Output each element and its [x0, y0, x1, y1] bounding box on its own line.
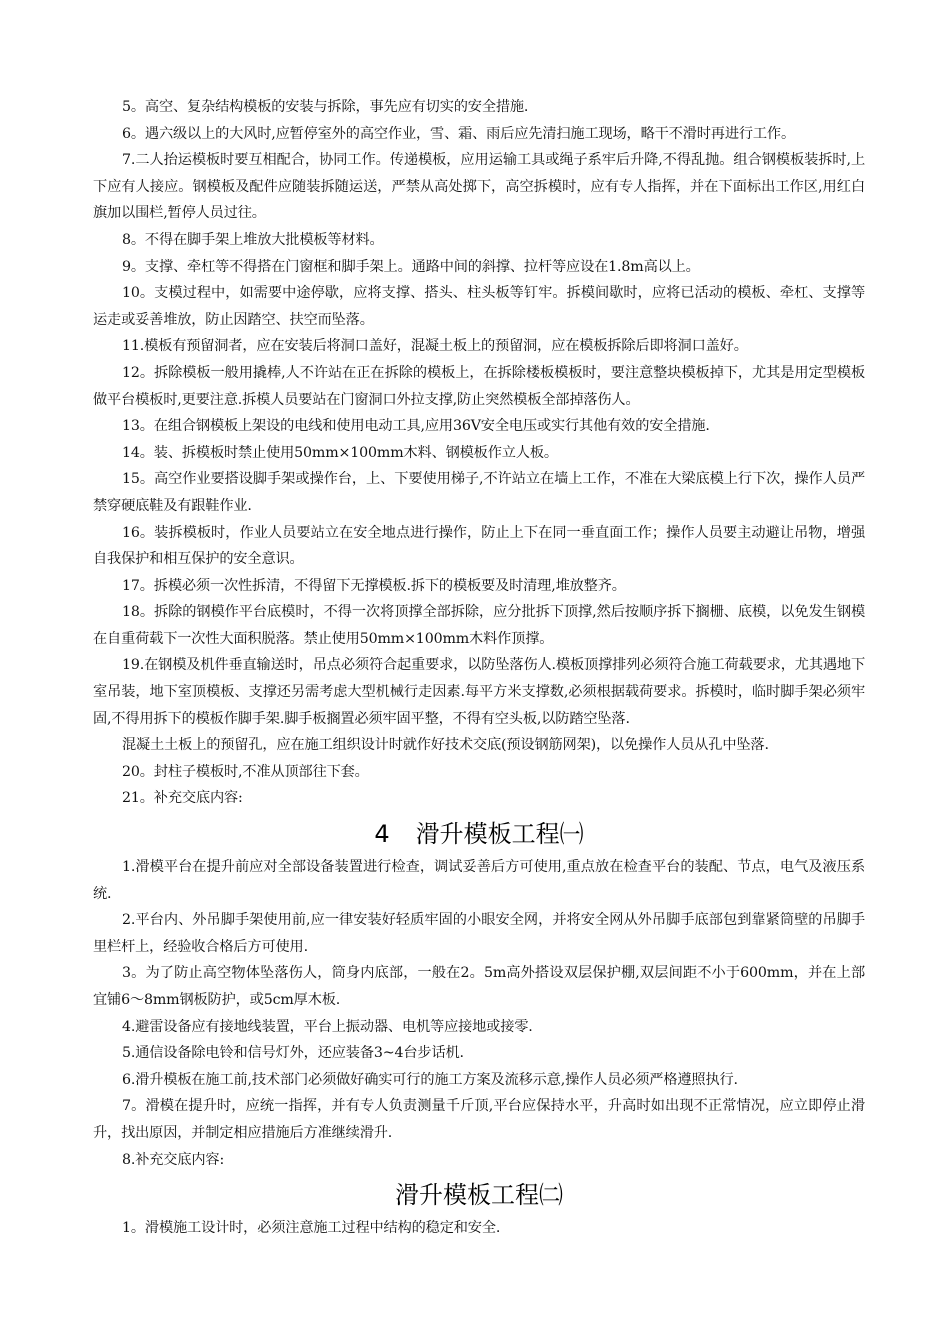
slipform-rules-list-2 [93, 1215, 865, 1242]
list-item: 16。装拆模板时，作业人员要站立在安全地点进行操作，防止上下在同一垂直面工作；操作人员要主动避让吊物，增强自我保护和相互保护的安全意识。 [93, 524, 865, 568]
list-item: 8。不得在脚手架上堆放大批模板等材料。 [122, 231, 384, 248]
list-item: 7。滑模在提升时，应统一指挥，并有专人负责测量千斤顶,平台应保持水平，升高时如出现不正常情况，应立即停止滑升，找出原因，并制定相应措施后方准继续滑升. [93, 1098, 865, 1141]
slipform-rules-list-1 [93, 854, 865, 1173]
list-item: 17。拆模必须一次性拆清，不得留下无撑模板.拆下的模板要及时清理,堆放整齐。 [122, 577, 626, 594]
list-item: 12。拆除模板一般用撬棒,人不许站在正在拆除的模板上，在拆除楼板模板时，要注意整块模板掉下，尤其是用定型模板做平台模板时,更要注意.拆模人员要站在门窗洞口外拉支撑,防止突然模板全部掉落伤人。 [93, 364, 865, 408]
list-item: 13。在组合钢模板上架设的电线和使用电动工具,应用36V安全电压或实行其他有效的安全措施. [122, 418, 710, 435]
list-item: 5.通信设备除电铃和信号灯外，还应装备3~4台步话机. [122, 1045, 464, 1062]
section-title: 滑升模板工程㈡ [395, 1181, 563, 1210]
section-heading-slipform-2 [93, 1173, 865, 1215]
list-item: 4.避雷设备应有接地线装置，平台上振动器、电机等应接地或接零. [122, 1018, 533, 1035]
list-item: 1.滑模平台在提升前应对全部设备装置进行检查，调试妥善后方可使用,重点放在检查平台的装配、节点，电气及液压系统. [93, 859, 865, 902]
list-item: 1。滑模施工设计时，必须注意施工过程中结构的稳定和安全. [122, 1220, 501, 1237]
list-item: 18。拆除的钢模作平台底模时，不得一次将顶撑全部拆除，应分批拆下顶撑,然后按顺序拆下搁栅、底模，以免发生钢模在自重荷载下一次性大面积脱落。禁止使用50mm×100mm木料作顶撑。 [93, 604, 865, 647]
list-item: 7.二人抬运模板时要互相配合，协同工作。传递模板，应用运输工具或绳子系牢后升降,不得乱抛。组合钢模板装拆时,上下应有人接应。钢模板及配件应随装拆随运送，严禁从高处掷下，高空拆模时，应有专人指挥，并在下面标出工作区,用红白旗加以围栏,暂停人员过往。 [93, 152, 865, 222]
list-item: 11.模板有预留洞者，应在安装后将洞口盖好，混凝土板上的预留洞，应在模板拆除后即将洞口盖好。 [122, 338, 748, 355]
list-item: 21。补充交底内容: [122, 790, 243, 807]
list-item: 5。高空、复杂结构模板的安装与拆除，事先应有切实的安全措施. [122, 99, 529, 115]
list-item: 混凝土土板上的预留孔，应在施工组织设计时就作好技术交底(预设钢筋网架)，以免操作人员从孔中坠落. [122, 737, 769, 754]
list-item: 8.补充交底内容: [122, 1151, 225, 1168]
list-item: 2.平台内、外吊脚手架使用前,应一律安装好轻质牢固的小眼安全网，并将安全网从外吊脚手底部包到靠紧筒壁的吊脚手里栏杆上，经验收合格后方可使用. [93, 912, 865, 955]
list-item: 20。封柱子模板时,不准从顶部往下套。 [122, 763, 369, 780]
section-title: 滑升模板工程㈠ [415, 820, 584, 849]
section-number: 4 [374, 820, 390, 849]
section-heading-slipform-1 [93, 812, 865, 854]
list-item: 6。遇六级以上的大风时,应暂停室外的高空作业，雪、霜、雨后应先清扫施工现场，略干不滑时再进行工作。 [122, 125, 796, 142]
list-item: 19.在钢模及机件垂直输送时，吊点必须符合起重要求，以防坠落伤人.模板顶撑排列必须符合施工荷载要求，尤其遇地下室吊装，地下室顶模板、支撑还另需考虑大型机械行走因素.每平方米支撑数,必须根据载荷要求。拆模时，临时脚手架必须牢固,不得用拆下的模板作脚手架.脚手板搁置必须牢固平整，不得有空头板,以防踏空坠落. [93, 657, 865, 727]
list-item: 3。为了防止高空物体坠落伤人，筒身内底部，一般在2。5m高外搭设双层保护棚,双层间距不小于600mm，并在上部宜铺6～8mm钢板防护，或5cm厚木板. [93, 965, 865, 1008]
document-body [93, 94, 865, 1242]
list-item: 10。支模过程中，如需要中途停歇，应将支撑、搭头、柱头板等钉牢。拆模间歇时，应将已活动的模板、牵杠、支撑等运走或妥善堆放，防止因踏空、扶空而坠落。 [93, 285, 865, 328]
list-item: 9。支撑、牵杠等不得搭在门窗框和脚手架上。通路中间的斜撑、拉杆等应设在1.8m高以上。 [122, 258, 700, 275]
list-item: 15。高空作业要搭设脚手架或操作台，上、下要使用梯子,不许站立在墙上工作，不准在大梁底模上行下次，操作人员严禁穿硬底鞋及有跟鞋作业. [93, 471, 865, 514]
list-item: 6.滑升模板在施工前,技术部门必须做好确实可行的施工方案及流移示意,操作人员必须严格遵照执行. [122, 1071, 738, 1088]
list-item: 14。装、拆模板时禁止使用50mm×100mm木料、钢模板作立人板。 [122, 444, 558, 461]
formwork-safety-rules-list [93, 94, 865, 812]
